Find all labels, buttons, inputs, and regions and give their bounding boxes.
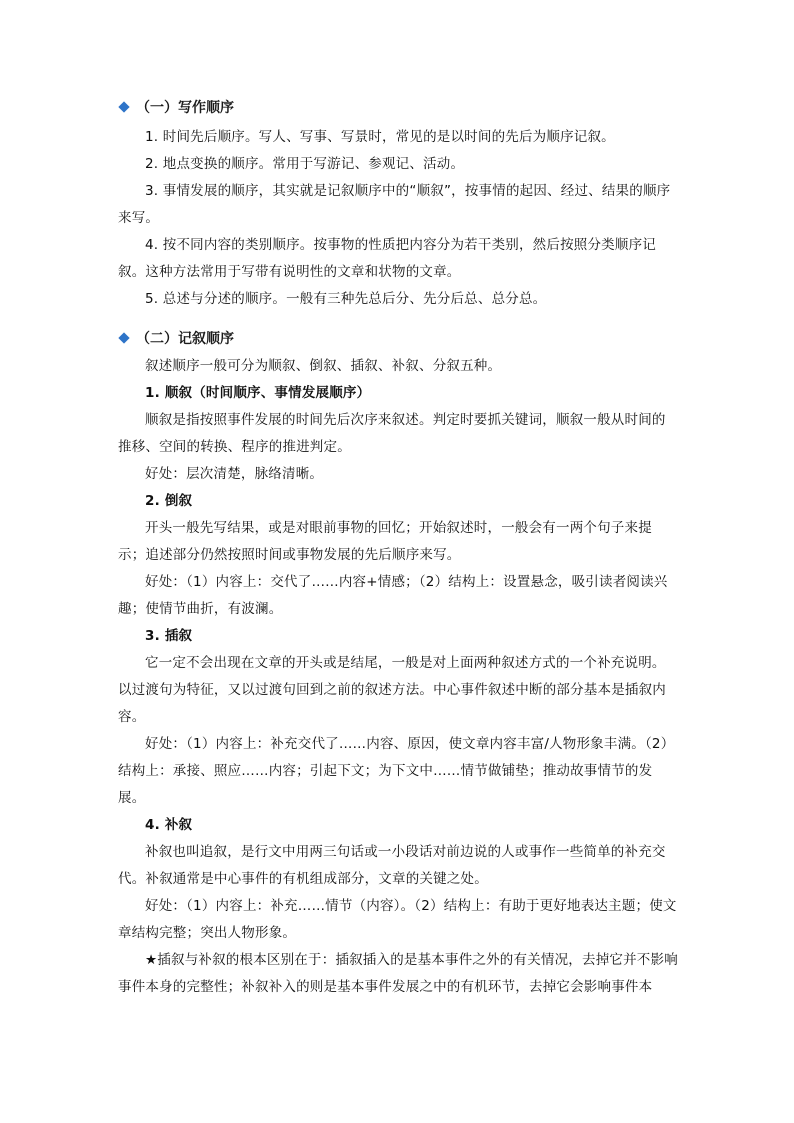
paragraph: 补叙也叫追叙，是行文中用两三句话或一小段话对前边说的人或事作一些简单的补充交代。补叙通常是中心事件的有机组成部分，文章的关键之处。	[118, 844, 666, 887]
section-heading-text: （二）记叙顺序	[136, 331, 234, 347]
subheading-chronological: 1. 顺叙（时间顺序、事情发展顺序）	[145, 385, 371, 401]
paragraph: 好处：（1）内容上：补充交代了……内容、原因，使文章内容丰富/人物形象丰满。（2）结构上：承接、照应……内容；引起下文；为下文中……情节做铺垫；推动故事情节的发展。	[118, 736, 675, 806]
paragraph: 开头一般先写结果，或是对眼前事物的回忆；开始叙述时，一般会有一两个句子来提示；追述部分仍然按照时间或事物发展的先后顺序来写。	[118, 520, 652, 563]
paragraph: 叙述顺序一般可分为顺叙、倒叙、插叙、补叙、分叙五种。	[145, 358, 502, 374]
diamond-bullet-icon	[118, 101, 129, 112]
subheading-flashback: 2. 倒叙	[145, 493, 193, 509]
paragraph: 好处：（1）内容上：补充……情节（内容）。（2）结构上：有助于更好地表达主题；使文章结构完整；突出人物形象。	[118, 898, 677, 941]
paragraph: 它一定不会出现在文章的开头或是结尾，一般是对上面两种叙述方式的一个补充说明。以过渡句为特征，又以过渡句回到之前的叙述方法。中心事件叙述中断的部分基本是插叙内容。	[118, 655, 666, 725]
subheading-interpolation: 3. 插叙	[145, 628, 193, 644]
paragraph: 好处：层次清楚，脉络清晰。	[145, 466, 324, 482]
list-item: 4. 按不同内容的类别顺序。按事物的性质把内容分为若干类别，然后按照分类顺序记叙。这种方法常用于写带有说明性的文章和状物的文章。	[118, 237, 656, 280]
list-item: 5. 总述与分述的顺序。一般有三种先总后分、先分后总、总分总。	[145, 291, 547, 307]
list-item: 1. 时间先后顺序。写人、写事、写景时，常见的是以时间的先后为顺序记叙。	[145, 129, 615, 145]
section-heading-text: （一）写作顺序	[136, 100, 234, 116]
paragraph: 顺叙是指按照事件发展的时间先后次序来叙述。判定时要抓关键词，顺叙一般从时间的推移、空间的转换、程序的推进判定。	[118, 412, 666, 455]
document-page	[118, 96, 678, 1001]
subheading-supplement: 4. 补叙	[145, 817, 193, 833]
section-heading-narrative-order	[118, 327, 678, 349]
list-item: 2. 地点变换的顺序。常用于写游记、参观记、活动。	[145, 156, 465, 172]
paragraph-note: ★插叙与补叙的根本区别在于：插叙插入的是基本事件之外的有关情况，去掉它并不影响事件本身的完整性；补叙补入的则是基本事件发展之中的有机环节，去掉它会影响事件本	[118, 952, 678, 995]
paragraph: 好处：（1）内容上：交代了……内容+情感；（2）结构上：设置悬念，吸引读者阅读兴趣；使情节曲折，有波澜。	[118, 574, 668, 617]
section-heading-writing-order	[118, 96, 678, 118]
diamond-bullet-icon	[118, 332, 129, 343]
list-item: 3. 事情发展的顺序，其实就是记叙顺序中的“顺叙”，按事情的起因、经过、结果的顺序来写。	[118, 183, 671, 226]
